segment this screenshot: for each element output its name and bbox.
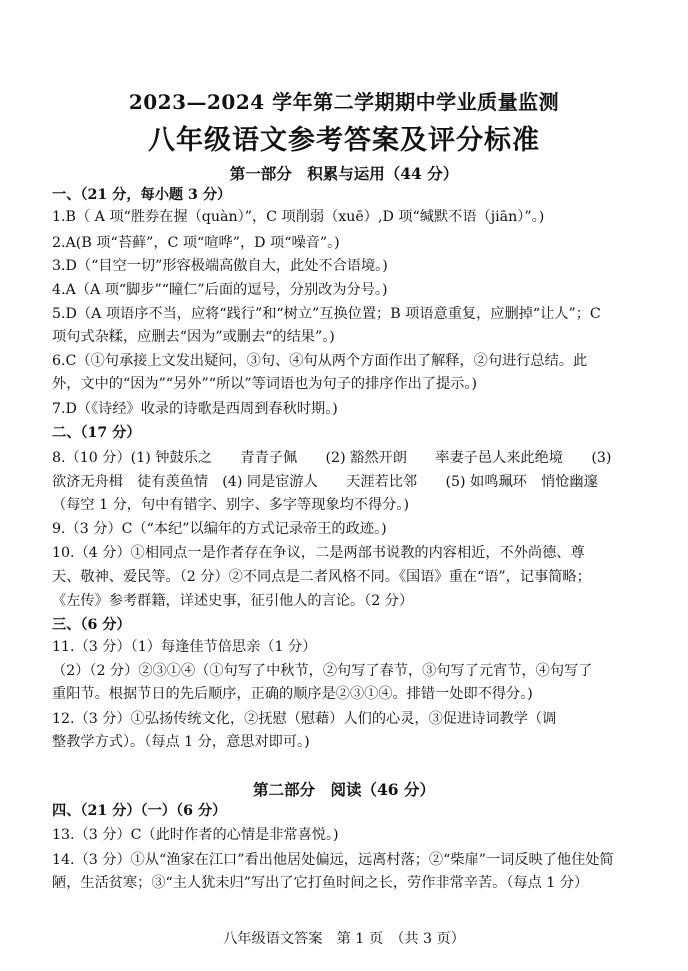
part2-line: 13.（3 分）C（此时作者的心情是非常喜悦。) — [52, 827, 339, 843]
part1-line: 5.D（A 项语序不当，应将“践行”和“树立”互换位置；B 项语意重复，应删掉“让人”；C — [52, 306, 601, 322]
part1-line: 9.（3 分）C（“本纪”以编年的方式记录帝王的政迹。) — [52, 521, 387, 537]
part1-line: 天、敬神、爱民等。（2 分）②不同点是二者风格不同。《国语》重在“语”，记事简略； — [52, 569, 591, 585]
part2-line: 14.（3 分）①从“渔家在江口”看出他居处偏远，远离村落；②“柴扉”一词反映了他住处简 — [52, 852, 614, 868]
part1-line: 外，文中的“因为”“另外”“所以”等词语也为句子的排序作出了提示。) — [52, 376, 478, 392]
part1-line: 整教学方式）。（每点 1 分，意思对即可。) — [52, 734, 310, 750]
part1-line: 4.A（A 项“脚步”“瞳仁”后面的逗号，分别改为分号。) — [52, 282, 388, 298]
part1-heading: 第一部分 积累与运用（44 分） — [229, 164, 459, 183]
part1-line: 2.A(B 项“苔藓”，C 项“喧哗”，D 项“噪音”。) — [52, 235, 340, 251]
document-subtitle: 八年级语文参考答案及评分标准 — [148, 125, 540, 156]
part2-line: 四、（21 分）（一）（6 分） — [52, 803, 227, 819]
part1-line: 一、（21 分，每小题 3 分） — [52, 187, 232, 203]
part2-line: 陋，生活贫寒；③“主人犹未归”写出了它打鱼时间之长，劳作非常辛苦。（每点 1 分） — [52, 875, 589, 891]
part1-line: 重阳节。根据节日的先后顺序，正确的顺序是②③①④。排错一处即不得分。) — [52, 686, 533, 702]
part1-line: 6.C（①句承接上文发出疑问，③句、④句从两个方面作出了解释，②句进行总结。此 — [52, 353, 588, 369]
document-title: 2023—2024 学年第二学期期中学业质量监测 — [128, 90, 560, 114]
part1-line: （每空 1 分，句中有错字、别字、多字等现象均不得分。) — [52, 497, 409, 513]
part1-line: 3.D（“目空一切”形容极端高傲自大，此处不合语境。) — [52, 258, 388, 274]
part1-line: 1.B（ A 项“胜券在握（quàn）”，C 项削弱（xuē）,D 项“缄默不语（jiān）”。) — [52, 209, 545, 225]
part1-line: （2）（2 分）②③①④（①句写了中秋节，②句写了春节，③句写了元宵节，④句写了 — [52, 663, 593, 679]
part1-line: 8.（10 分）(1) 钟鼓乐之 青青子佩 (2) 豁然开朗 率妻子邑人来此绝境 (3) — [52, 450, 612, 466]
part1-line: 二、（17 分） — [52, 425, 141, 441]
part1-line: 12.（3 分）①弘扬传统文化，②抚慰（慰藉）人们的心灵，③促进诗词教学（调 — [52, 711, 557, 727]
part1-line: 三、（6 分） — [52, 617, 131, 633]
part1-line: 欲济无舟楫 徒有羡鱼情 (4) 同是宦游人 天涯若比邻 (5) 如鸣珮环 悄怆幽邃 — [52, 474, 598, 490]
part1-line: 项句式杂糅，应删去“因为”或删去“的结果”。) — [52, 329, 335, 345]
part2-heading: 第二部分 阅读（46 分） — [253, 780, 435, 799]
part1-line: 10.（4 分）①相同点一是作者存在争议，二是两部书说教的内容相近，不外尚德、尊 — [52, 545, 585, 561]
part1-line: 7.D（《诗经》收录的诗歌是西周到春秋时期。) — [52, 401, 338, 417]
page-footer: 八年级语文答案 第 1 页 （共 3 页） — [223, 931, 465, 947]
part1-line: 11.（3 分）（1）每逢佳节倍思亲（1 分） — [52, 639, 317, 655]
part1-line: 《左传》参考群籍，详述史事，征引他人的言论。（2 分） — [52, 593, 414, 609]
